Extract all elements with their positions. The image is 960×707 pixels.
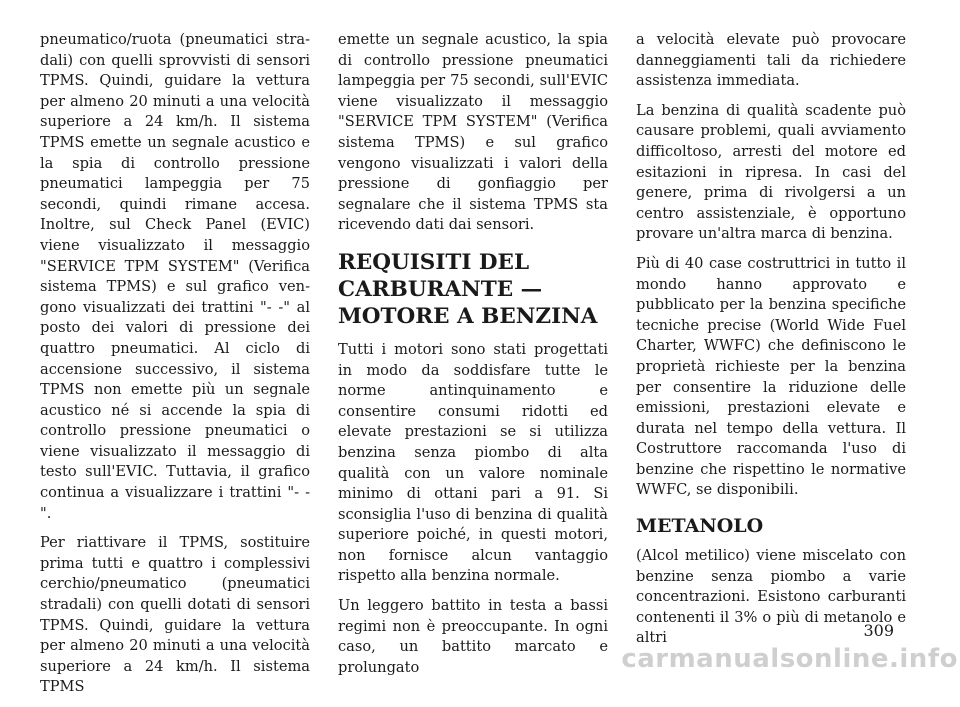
section-heading-methanol: METANOLO: [636, 515, 764, 538]
paragraph-fuel-octane: Tutti i motori sono stati progettati in modo da soddisfare tutte le norme antinquinamento e consentire consumi ridotti ed elevate prestazioni se si utilizza benzina senza piombo di alta qualità con un valore nominale minimo di ottani pari a 91. Si sconsiglia l'uso di benzina di qualità superiore poiché, in questi motori, non fornisce alcun vantaggio rispetto alla benzina normale.: [338, 340, 608, 585]
page-number: 309: [863, 621, 894, 640]
paragraph-knock-continued: a velocità elevate può provocare danneggiamenti tali da richiedere assistenza immediata.: [636, 31, 906, 90]
paragraph-wwfc: Più di 40 case costruttrici in tutto il mondo hanno approvato e pubblicato per la benzina specifiche tecniche precise (World Wide Fuel Charter, WWFC) che definiscono le proprietà richieste per la benzina per consentire la riduzione delle emissioni, prestazioni elevate e durata nel tempo della vettura. Il Costruttore raccomanda l'uso di benzine che rispettino le normative WWFC, se disponibili.: [636, 254, 906, 499]
paragraph-engine-knock: Un leggero battito in testa a bassi regimi non è preoccupante. In ogni caso, un battito marcato e prolungato: [338, 597, 608, 676]
watermark: carmanualsonline.info: [621, 644, 958, 674]
paragraph-methanol: (Alcol metilico) viene miscelato con benzine senza piombo a varie concentrazioni. Esistono carburanti contenenti il 3% o più di metanolo e altri: [636, 547, 906, 647]
text-column-1: [40, 30, 310, 707]
section-heading-fuel-requirements: REQUISITI DEL CARBURANTE — MOTORE A BENZINA: [338, 249, 598, 329]
paragraph-poor-fuel: La benzina di qualità scadente può causare problemi, quali avviamento difficoltoso, arresti del motore ed esitazioni in ripresa. In casi del genere, prima di rivolgersi a un centro assistenziale, è opportuno provare un'altra marca di benzina.: [636, 101, 906, 243]
paragraph-tpms-continued: emette un segnale acustico, la spia di controllo pressione pneumatici lampeggia per 75 secondi, sull'EVIC viene visualizzato il messaggio "SERVICE TPM SYSTEM" (Verifica sistema TPMS) e sul grafico vengono visualizzati i valori della pressione di gonfiaggio per segnalare che il sistema TPMS sta ricevendo dati dai sensori.: [338, 31, 608, 234]
text-column-3: [636, 30, 906, 658]
paragraph-tpms-disable: pneumatico/ruota (pneumatici stradali) con quelli sprovvisti di sensori TPMS. Quindi, guidare la vettura per almeno 20 minuti a una velocità superiore a 24 km/h. Il sistema TPMS emette un segnale acustico e la spia di controllo pressione pneumatici lampeggia per 75 secondi, quindi rimane accesa. Inoltre, sul Check Panel (EVIC) viene visualizzato il messaggio "SERVICE TPM SYSTEM" (Verifica sistema TPMS) e sul grafico vengono visualizzati dei trattini "- -" al posto dei valori di pressione dei quattro pneumatici. Al ciclo di accensione successivo, il sistema TPMS non emette più un segnale acustico né si accende la spia di controllo pressione pneumatici o viene visualizzato il messaggio di testo sull'EVIC. Tuttavia, il grafico continua a visualizzare i trattini "- -".: [40, 31, 310, 522]
paragraph-tpms-reactivate: Per riattivare il TPMS, sostituire prima tutti e quattro i complessivi cerchio/pneumatico (pneumatici stradali) con quelli dotati di sensori TPMS. Quindi, guidare la vettura per almeno 20 minuti a una velocità superiore a 24 km/h. Il sistema TPMS: [40, 534, 310, 696]
text-column-2: [338, 30, 608, 687]
